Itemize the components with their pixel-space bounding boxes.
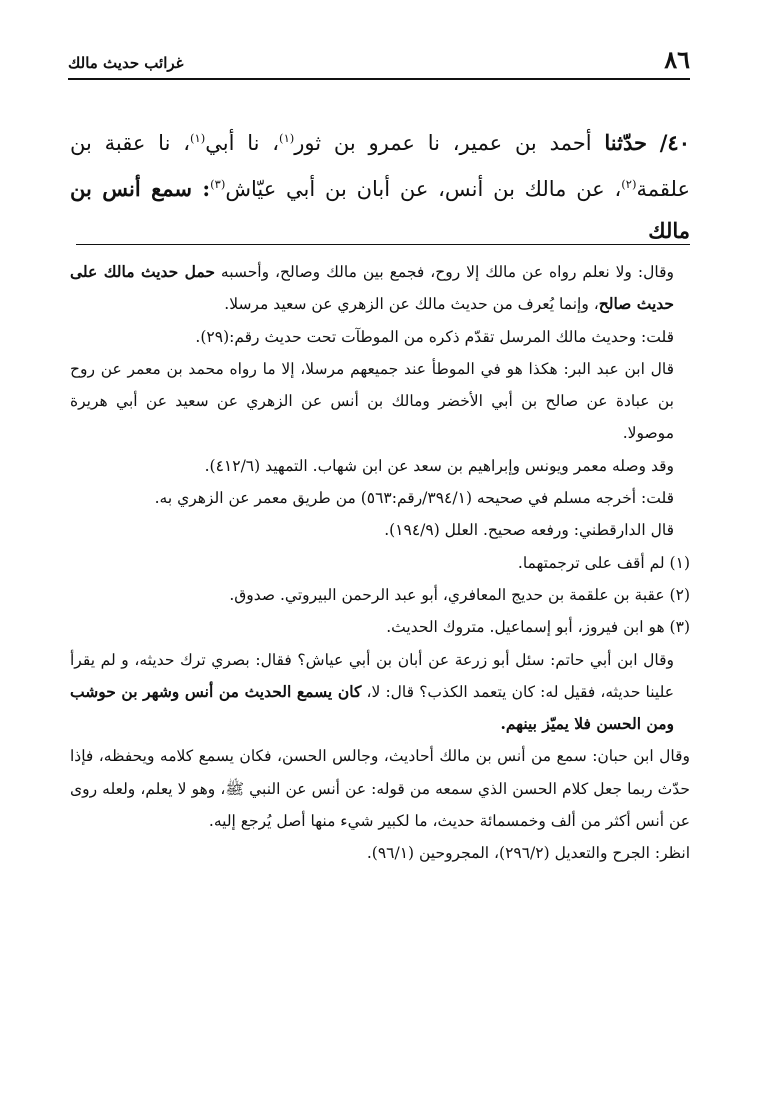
footnote-ref: (١) xyxy=(190,131,206,145)
note-paragraph: قال ابن عبد البر: هكذا هو في الموطأ عند جميعهم مرسلا، إلا ما رواه محمد بن معمر عن روح بن عبادة عن صالح بن أبي الأخضر ومالك بن أنس عن الزهري عن سعيد عن أبي هريرة موصولا. xyxy=(70,359,674,443)
note-text: وقال ابن أبي حاتم: سئل أبو زرعة عن أبان بن أبي عياش؟ فقال: بصري ترك حديثه، و لم يقرأ علينا حديثه، فقيل له: كان يتعمد الكذب؟ قال: لا، xyxy=(70,650,674,701)
isnad-part: ، نا عقبة بن علقمة xyxy=(70,131,690,201)
footnote-2: (٢) عقبة بن علقمة بن حديج المعافري، أبو عبد الرحمن البيروتي. صدوق. xyxy=(229,585,690,604)
footnote-1: (١) لم أقف على ترجمتهما. xyxy=(517,553,690,572)
footnote-separator xyxy=(76,244,690,245)
footnotes xyxy=(70,256,690,870)
isnad-part: : سمع أنس بن مالك xyxy=(70,176,690,243)
page-header xyxy=(68,40,690,80)
note-paragraph: وقد وصله معمر ويونس وإبراهيم بن سعد عن ابن شهاب. التمهيد (٤١٢/٦). xyxy=(204,456,674,475)
isnad-part: أحمد بن عمير، نا عمرو بن ثور xyxy=(294,131,592,155)
isnad-part: ، نا أبي xyxy=(205,131,280,155)
hadith-text xyxy=(70,118,690,252)
note-emphasis: حمل حديث مالك على حديث صالح xyxy=(70,262,674,314)
note-text: وقال: ولا نعلم رواه عن مالك إلا روح، فجمع بين مالك وصالح، وأحسبه xyxy=(214,263,674,281)
footnote-ref: (٢) xyxy=(621,177,637,191)
note-paragraph xyxy=(70,644,690,741)
hadith-lead: حدّثنا xyxy=(604,130,647,155)
note-paragraph: قلت: أخرجه مسلم في صحيحه (٣٩٤/١/رقم:٥٦٣) من طريق معمر عن الزهري به. xyxy=(154,489,674,508)
footnote-ref: (٣) xyxy=(210,177,226,191)
note-emphasis: كان يسمع الحديث من أنس وشهر بن حوشب ومن الحسن فلا يميّز بينهم. xyxy=(70,681,674,734)
footnote-3: (٣) هو ابن فيروز، أبو إسماعيل. متروك الحديث. xyxy=(386,618,690,637)
page-number: ٨٦ xyxy=(664,45,690,74)
note-paragraph: قلت: وحديث مالك المرسل تقدّم ذكره من الموطآت تحت حديث رقم:(٢٩). xyxy=(195,327,674,346)
note-paragraph: انظر: الجرح والتعديل (٢٩٦/٢)، المجروحين (٩٦/١). xyxy=(366,844,690,863)
note-paragraph xyxy=(70,256,690,321)
footnote-ref: (١) xyxy=(279,131,295,145)
note-paragraph: قال الدارقطني: ورفعه صحيح. العلل (١٩٤/٩). xyxy=(384,521,674,540)
note-text: ، وإنما يُعرف من حديث مالك عن الزهري عن سعيد مرسلا. xyxy=(224,295,599,314)
note-paragraph: وقال ابن حبان: سمع من أنس بن مالك أحاديث، وجالس الحسن، فكان يسمع كلامه ويحفظه، فإذا حدّث ربما جعل كلام الحسن الذي سمعه من قوله: عن أنس عن النبي ﷺ، وهو لا يعلم، ولعله روى عن أنس أكثر من ألف وخمسمائة حديث، ما لكبير شيء منها أصل يُرجع إليه. xyxy=(70,747,690,831)
running-title: غرائب حديث مالك xyxy=(68,54,184,72)
isnad-part: ، عن مالك بن أنس، عن أبان بن أبي عيّاش xyxy=(225,177,622,201)
hadith-number: ٤٠/ xyxy=(659,130,690,155)
